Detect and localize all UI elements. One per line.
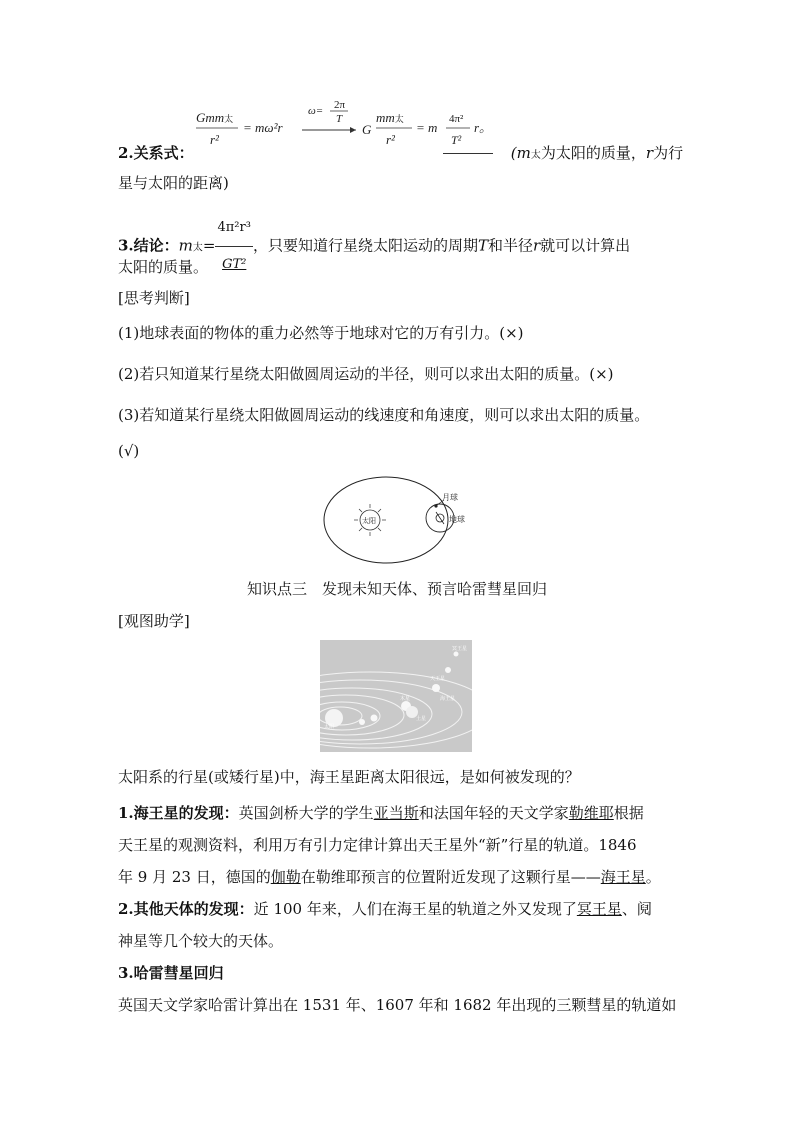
think-item-2: (2)若只知道某行星绕太阳做圆周运动的半径，则可以求出太阳的质量。(×) (118, 365, 614, 383)
viewfig-heading: [观图助学] (118, 612, 190, 630)
conclusion-fraction: $\frac{\text{4π²r³}}{\text{GT²}}$ (215, 210, 252, 283)
eq1-rhs: = mω²r (243, 120, 283, 135)
question-text: 太阳系的行星(或矮行星)中，海王星距离太阳很远，是如何被发现的？ (118, 768, 580, 786)
conclusion-line2: 太阳的质量。 (118, 258, 209, 276)
moon-label: 月球 (442, 493, 458, 502)
halley-heading: 3.哈雷彗星回归 (118, 964, 224, 982)
sun-label: 太阳 (362, 517, 376, 525)
eq2-den: r² (386, 132, 395, 147)
solar-label-neptune: 海王星 (440, 696, 456, 702)
section3-title: 知识点三 发现未知天体、预言哈雷彗星回归 (246, 580, 547, 598)
eq2-rhs-num: 4π² (449, 113, 464, 125)
solar-system-picture (320, 640, 472, 752)
relation-line: 2.关系式： (m太为太阳的质量，r为行 (118, 144, 684, 162)
solar-label-uranus: 天王星 (430, 676, 446, 682)
eq2-rhs-post: r。 (474, 120, 493, 135)
neptune-line3: 年 9 月 23 日，德国的伽勒在勒维耶预言的位置附近发现了这颗行星——海王星。 (118, 868, 661, 886)
other-label: 2.其他天体的发现： (118, 900, 254, 918)
earth-icon (436, 512, 444, 524)
solar-label-saturn: 土星 (416, 716, 427, 722)
eq2-rhs-den: T² (451, 133, 462, 147)
halley-line1: 英国天文学家哈雷计算出在 1531 年、1607 年和 1682 年出现的三颗彗星的轨道如 (118, 996, 677, 1014)
solar-label-pluto: 冥王星 (452, 646, 468, 652)
arrow-label-lhs: ω= (308, 105, 324, 117)
neptune-label: 1.海王星的发现： (118, 804, 239, 822)
relation-note-line2: 星与太阳的距离) (118, 174, 229, 192)
arrow-label-num: 2π (334, 100, 346, 111)
relation-label: 2.关系式： (118, 144, 194, 162)
conclusion-label: 3.结论： (118, 236, 179, 255)
solar-label-sun: 太阳 (324, 724, 335, 730)
eq2-G: G (362, 122, 372, 137)
arrow-head (350, 127, 356, 133)
think-item-1: (1)地球表面的物体的重力必然等于地球对它的万有引力。(×) (118, 324, 524, 342)
neptune-line2: 天王星的观测资料，利用万有引力定律计算出天王星外“新”行星的轨道。1846 (118, 836, 637, 854)
eq2-num: mm太 (376, 110, 404, 125)
adams-name: 亚当斯 (373, 804, 419, 822)
neptune-word: 海王星 (600, 868, 646, 886)
leverrier-name: 勒维耶 (568, 804, 614, 822)
eq2-rhs-pre: = m (416, 120, 438, 135)
galle-name: 伽勒 (270, 868, 301, 886)
blank-line (443, 153, 493, 154)
think-item-3-end: (√) (118, 442, 140, 460)
other-line1: 2.其他天体的发现：近 100 年来，人们在海王星的轨道之外又发现了冥王星、阋 (118, 900, 652, 918)
eq1-den: r² (210, 132, 219, 147)
pluto-word: 冥王星 (576, 900, 622, 918)
conclusion-line: 3.结论：m太= $\frac{\text{4π²r³}}{\text{GT²}}$ ，只要知道行星绕太阳运动的周期T和半径r就可以计算出 (118, 210, 678, 246)
neptune-line1: 1.海王星的发现：英国剑桥大学的学生亚当斯和法国年轻的天文学家勒维耶根据 (118, 804, 644, 822)
think-item-3: (3)若知道某行星绕太阳做圆周运动的线速度和角速度，则可以求出太阳的质量。 (118, 406, 650, 424)
other-line2: 神星等几个较大的天体。 (118, 932, 284, 950)
solar-label-jupiter: 木星 (400, 696, 411, 702)
think-heading: [思考判断] (118, 289, 190, 307)
earth-label: 地球 (449, 515, 465, 524)
orbit-figure (318, 470, 478, 570)
arrow-label-den: T (336, 113, 343, 125)
eq1-num: Gmm太 (196, 110, 234, 125)
